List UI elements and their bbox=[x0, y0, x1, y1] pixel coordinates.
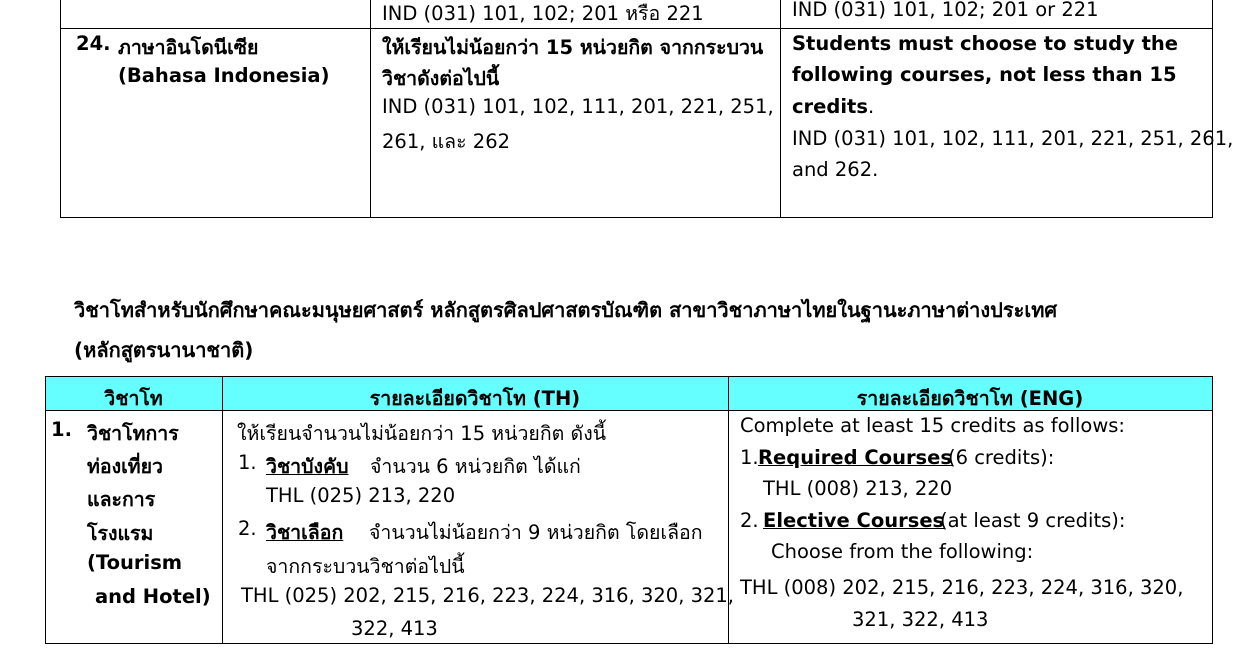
subject-name-th: ภาษาอินโดนีเซีย bbox=[118, 36, 259, 59]
en-elective-text: (at least 9 credits): bbox=[940, 509, 1126, 532]
en-item-number: 2. bbox=[740, 509, 759, 532]
row24-en-line bbox=[792, 95, 874, 118]
en-elective-text2: Choose from the following: bbox=[771, 540, 1034, 563]
th-elective-text2: จากกระบวนวิชาต่อไปนี้ bbox=[266, 555, 465, 578]
credits-period: . bbox=[867, 95, 875, 118]
th-item-number: 2. bbox=[238, 517, 257, 540]
row24-en-courses: IND (031) 101, 102, 111, 201, 221, 251, 261, bbox=[792, 127, 1234, 150]
en-intro: Complete at least 15 credits as follows: bbox=[740, 414, 1126, 437]
en-elective-courses: THL (008) 202, 215, 216, 223, 224, 316, 320, bbox=[740, 576, 1184, 599]
row24-en-courses: and 262. bbox=[792, 158, 879, 181]
th-elective-label: วิชาเลือก bbox=[266, 521, 344, 544]
th-intro: ให้เรียนจำนวนไม่น้อยกว่า 15 หน่วยกิต ดังนี้ bbox=[237, 422, 607, 445]
column-header-en: รายละเอียดวิชาโท (ENG) bbox=[856, 387, 1084, 410]
subject-name-en: (Bahasa Indonesia) bbox=[118, 64, 330, 87]
th-elective-courses: 322, 413 bbox=[351, 617, 438, 640]
row24-th-line: วิชาดังต่อไปนี้ bbox=[382, 67, 500, 90]
th-elective-courses: THL (025) 202, 215, 216, 223, 224, 316, 320, 321, bbox=[241, 584, 735, 607]
th-required-text: จำนวน 6 หน่วยกิต ได้แก่ bbox=[370, 455, 581, 478]
row24-th-courses: IND (031) 101, 102, 111, 201, 221, 251, bbox=[382, 95, 774, 118]
minor-name-line: and Hotel) bbox=[95, 585, 211, 608]
en-item-number: 1. bbox=[740, 446, 759, 469]
minor-name-line: (Tourism bbox=[87, 551, 183, 574]
credits-word: credits bbox=[792, 95, 868, 118]
minor-name-line: ท่องเที่ยว bbox=[87, 455, 163, 478]
prev-row-en: IND (031) 101, 102; 201 or 221 bbox=[792, 0, 1099, 21]
row24-th-courses: 261, และ 262 bbox=[382, 130, 511, 153]
en-required-label: Required Courses bbox=[758, 446, 953, 469]
row24-th-line: ให้เรียนไม่น้อยกว่า 15 หน่วยกิต จากกระบวน bbox=[382, 36, 764, 59]
minor-name-line: และการ bbox=[87, 488, 156, 511]
row24-en-line: Students must choose to study the bbox=[792, 32, 1179, 55]
minor-name-line: โรงแรม bbox=[87, 522, 154, 545]
th-item-number: 1. bbox=[238, 451, 257, 474]
th-required-courses: THL (025) 213, 220 bbox=[266, 484, 456, 507]
row-number: 1. bbox=[51, 418, 72, 441]
en-elective-label: Elective Courses bbox=[763, 509, 945, 532]
en-required-text: (6 credits): bbox=[948, 446, 1055, 469]
th-elective-text: จำนวนไม่น้อยกว่า 9 หน่วยกิต โดยเลือก bbox=[369, 521, 703, 544]
minor-name-line: วิชาโทการ bbox=[87, 422, 179, 445]
th-required-label: วิชาบังคับ bbox=[266, 455, 349, 478]
en-required-courses: THL (008) 213, 220 bbox=[763, 477, 953, 500]
prev-row-th: IND (031) 101, 102; 201 หรือ 221 bbox=[382, 2, 704, 25]
section-heading-sub: (หลักสูตรนานาชาติ) bbox=[74, 338, 254, 362]
row24-en-line: following courses, not less than 15 bbox=[792, 63, 1177, 86]
column-header-minor: วิชาโท bbox=[104, 387, 163, 410]
section-heading: วิชาโทสำหรับนักศึกษาคณะมนุษยศาสตร์ หลักสูตรศิลปศาสตรบัณฑิต สาขาวิชาภาษาไทยในฐานะภาษาต่างประเทศ bbox=[74, 298, 1058, 322]
en-elective-courses: 321, 322, 413 bbox=[852, 608, 989, 631]
column-header-th: รายละเอียดวิชาโท (TH) bbox=[369, 387, 581, 410]
row-number: 24. bbox=[76, 32, 111, 55]
